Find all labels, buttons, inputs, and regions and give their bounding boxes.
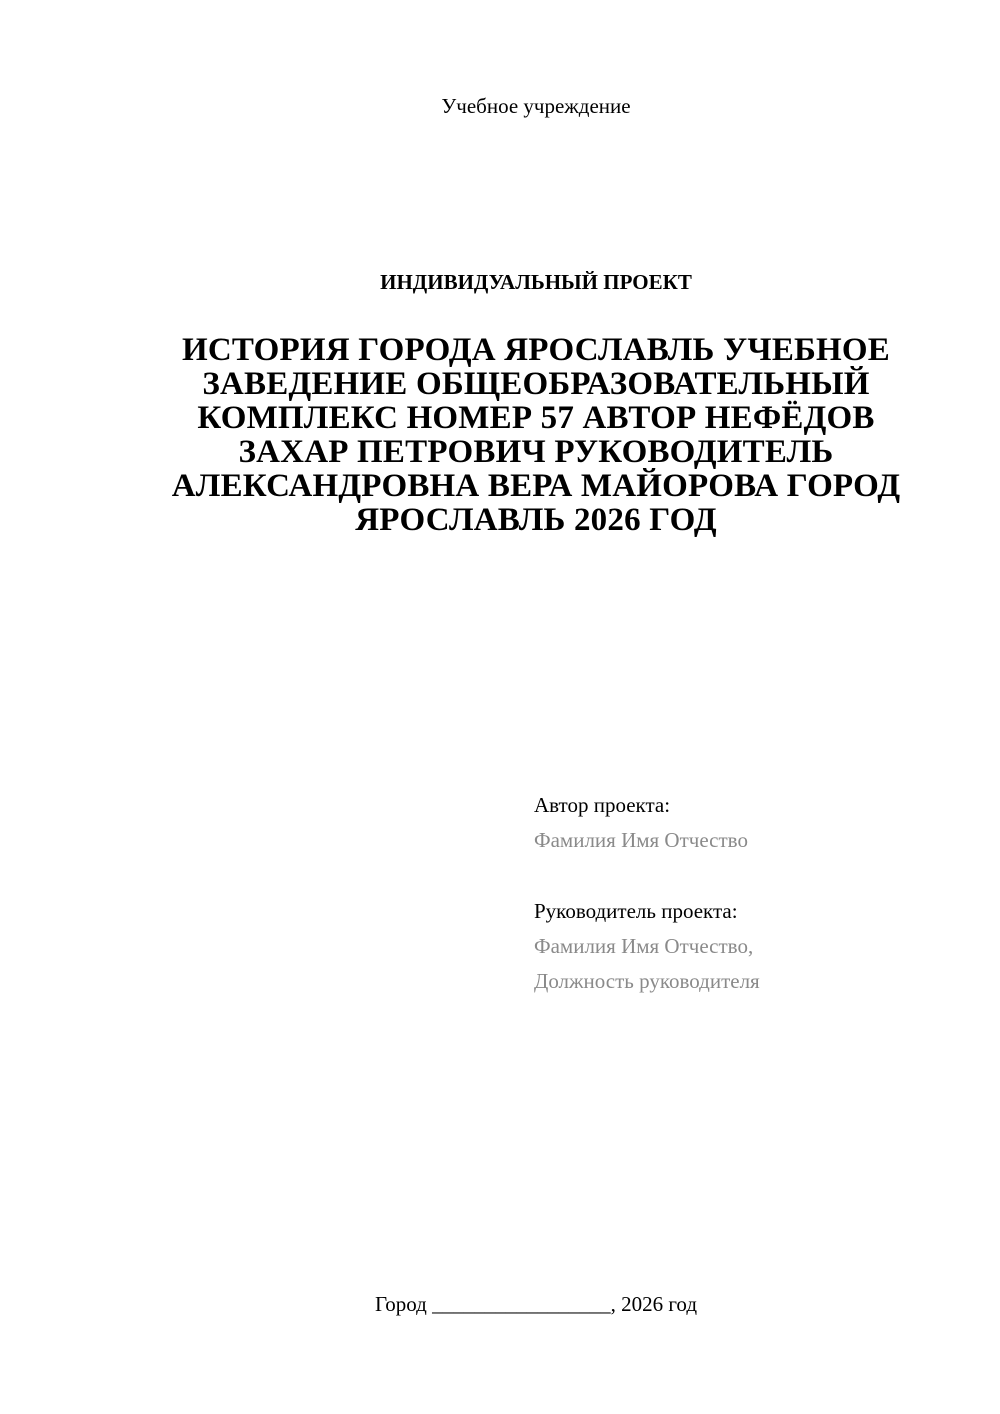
supervisor-position: Должность руководителя bbox=[534, 969, 760, 993]
authors-block bbox=[534, 788, 974, 999]
document-type-heading: ИНДИВИДУАЛЬНЫЙ ПРОЕКТ bbox=[380, 270, 692, 294]
author-name: Фамилия Имя Отчество bbox=[534, 828, 748, 852]
supervisor-name: Фамилия Имя Отчество, bbox=[534, 934, 754, 958]
authors-spacer bbox=[534, 858, 974, 894]
author-label: Автор проекта: bbox=[534, 793, 671, 817]
city-year-line: Город _________________, 2026 год bbox=[374, 1292, 698, 1316]
project-title: ИСТОРИЯ ГОРОДА ЯРОСЛАВЛЬ УЧЕБНОЕ ЗАВЕДЕНИЕ ОБЩЕОБРАЗОВАТЕЛЬНЫЙ КОМПЛЕКС НОМЕР 57 АВТОР НЕФЁДОВ ЗАХАР ПЕТРОВИЧ РУКОВОДИТЕЛЬ АЛЕКСАНДРОВНА ВЕРА МАЙОРОВА ГОРОД ЯРОСЛАВЛЬ 2026 ГОД bbox=[171, 332, 901, 538]
institution-name: Учебное учреждение bbox=[441, 94, 631, 118]
supervisor-label: Руководитель проекта: bbox=[534, 899, 738, 923]
